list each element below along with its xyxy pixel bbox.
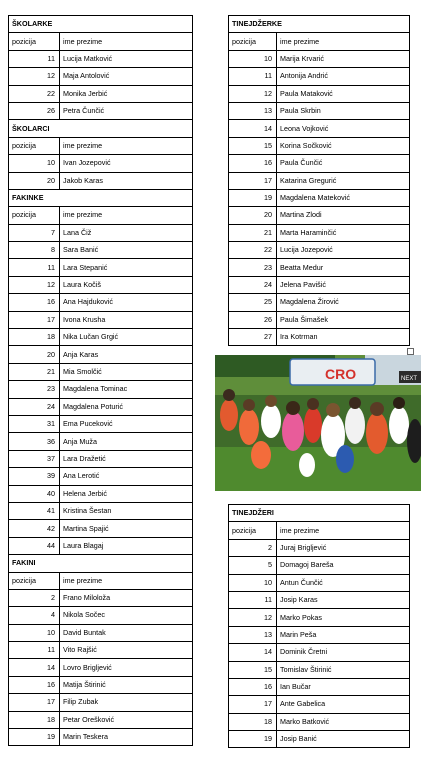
name-cell: Lucija Matković [60, 50, 193, 67]
table-row [9, 259, 193, 276]
position-cell: 11 [229, 591, 277, 608]
name-cell: Ira Kotrman [277, 329, 410, 346]
name-cell: Magdalena Tominac [60, 381, 193, 398]
name-cell: Magdalena Poturić [60, 398, 193, 415]
table-row [9, 485, 193, 502]
table-row [229, 172, 410, 189]
name-cell: Frano Miloloža [60, 589, 193, 606]
position-cell: 13 [229, 626, 277, 643]
section-title-row [229, 505, 410, 522]
section-title-row [9, 120, 193, 137]
name-cell: Nikola Sočec [60, 607, 193, 624]
name-cell: Paula Mataković [277, 85, 410, 102]
position-cell: 8 [9, 242, 60, 259]
name-cell: Ivan Jozepović [60, 155, 193, 172]
table-row [9, 642, 193, 659]
name-cell: Katarina Gregurić [277, 172, 410, 189]
position-cell: 40 [9, 485, 60, 502]
name-cell: Beatta Medur [277, 259, 410, 276]
position-cell: 20 [9, 172, 60, 189]
name-cell: Magdalena Mateković [277, 189, 410, 206]
name-cell: Marko Batković [277, 713, 410, 730]
table-row [229, 574, 410, 591]
column-header-row [9, 137, 193, 154]
column-header-ime-prezime: ime prezime [277, 522, 410, 539]
table-row [9, 676, 193, 693]
race-start-photo-icon [215, 355, 421, 491]
name-cell: Ian Bučar [277, 678, 410, 695]
table-row [229, 189, 410, 206]
table-row [229, 259, 410, 276]
name-cell: Antun Čunčić [277, 574, 410, 591]
table-row [9, 224, 193, 241]
column-header-ime-prezime: ime prezime [60, 572, 193, 589]
section-title-row [9, 16, 193, 33]
position-cell: 20 [229, 207, 277, 224]
table-row [229, 137, 410, 154]
position-cell: 15 [229, 137, 277, 154]
table-row [9, 433, 193, 450]
table-row [9, 381, 193, 398]
position-cell: 31 [9, 415, 60, 432]
position-cell: 21 [9, 363, 60, 380]
name-cell: Antonija Andrić [277, 68, 410, 85]
name-cell: David Buntak [60, 624, 193, 641]
position-cell: 13 [229, 102, 277, 119]
section-title-row [9, 555, 193, 572]
position-cell: 16 [229, 155, 277, 172]
table-row [9, 520, 193, 537]
position-cell: 22 [229, 242, 277, 259]
column-header-pozicija: pozicija [9, 137, 60, 154]
name-cell: Ana Hajduković [60, 294, 193, 311]
column-header-pozicija: pozicija [229, 522, 277, 539]
position-cell: 4 [9, 607, 60, 624]
name-cell: Juraj Brigljević [277, 539, 410, 556]
column-header-ime-prezime: ime prezime [277, 33, 410, 50]
name-cell: Paula Skrbin [277, 102, 410, 119]
position-cell: 23 [9, 381, 60, 398]
column-header-pozicija: pozicija [9, 33, 60, 50]
column-header-ime-prezime: ime prezime [60, 33, 193, 50]
name-cell: Lara Dražetić [60, 450, 193, 467]
table-row [9, 102, 193, 119]
banner-text: CRO [325, 366, 357, 382]
position-cell: 26 [9, 102, 60, 119]
table-row [229, 294, 410, 311]
position-cell: 10 [9, 624, 60, 641]
table-row [9, 346, 193, 363]
position-cell: 36 [9, 433, 60, 450]
position-cell: 14 [9, 659, 60, 676]
table-row [9, 450, 193, 467]
name-cell: Paula Čunčić [277, 155, 410, 172]
name-cell: Tomislav Štirinić [277, 661, 410, 678]
table-row [229, 626, 410, 643]
position-cell: 16 [9, 676, 60, 693]
position-cell: 20 [9, 346, 60, 363]
position-cell: 21 [229, 224, 277, 241]
position-cell: 41 [9, 502, 60, 519]
name-cell: Paula Šimašek [277, 311, 410, 328]
section-title: ŠKOLARCI [9, 120, 193, 137]
name-cell: Ante Gabelica [277, 696, 410, 713]
position-cell: 16 [9, 294, 60, 311]
name-cell: Petra Čunčić [60, 102, 193, 119]
table-row [9, 659, 193, 676]
position-cell: 24 [229, 276, 277, 293]
section-title: FAKINI [9, 555, 193, 572]
position-cell: 11 [229, 68, 277, 85]
name-cell: Marin Teskera [60, 729, 193, 746]
position-cell: 42 [9, 520, 60, 537]
position-cell: 19 [229, 189, 277, 206]
table-row [9, 537, 193, 554]
section-title: ŠKOLARKE [9, 16, 193, 33]
position-cell: 2 [9, 589, 60, 606]
position-cell: 10 [229, 50, 277, 67]
position-cell: 44 [9, 537, 60, 554]
table-row [229, 311, 410, 328]
name-cell: Marin Peša [277, 626, 410, 643]
position-cell: 12 [9, 68, 60, 85]
table-row [9, 172, 193, 189]
name-cell: Nika Lučan Grgić [60, 329, 193, 346]
position-cell: 18 [9, 711, 60, 728]
name-cell: Magdalena Žirović [277, 294, 410, 311]
position-cell: 14 [229, 644, 277, 661]
table-row [9, 294, 193, 311]
tinejdzeri-table [228, 504, 410, 748]
position-cell: 22 [9, 85, 60, 102]
name-cell: Monika Jerbić [60, 85, 193, 102]
table-row [229, 68, 410, 85]
name-cell: Mia Smolčić [60, 363, 193, 380]
table-row [229, 329, 410, 346]
sign-text: NEXT [401, 376, 418, 382]
position-cell: 12 [9, 276, 60, 293]
name-cell: Anja Karas [60, 346, 193, 363]
position-cell: 2 [229, 539, 277, 556]
table-row [229, 731, 410, 748]
table-row [9, 468, 193, 485]
name-cell: Laura Kočiš [60, 276, 193, 293]
name-cell: Domagoj Bareša [277, 557, 410, 574]
position-cell: 5 [229, 557, 277, 574]
table-row [229, 539, 410, 556]
table-row [9, 502, 193, 519]
position-cell: 19 [229, 731, 277, 748]
column-header-pozicija: pozicija [9, 207, 60, 224]
position-cell: 10 [9, 155, 60, 172]
table-row [229, 591, 410, 608]
position-cell: 18 [9, 329, 60, 346]
image-resize-handle[interactable] [407, 348, 414, 355]
name-cell: Korina Sočković [277, 137, 410, 154]
table-row [229, 661, 410, 678]
position-cell: 12 [229, 85, 277, 102]
position-cell: 17 [229, 696, 277, 713]
table-row [9, 50, 193, 67]
table-row [9, 276, 193, 293]
name-cell: Lana Čiž [60, 224, 193, 241]
position-cell: 17 [9, 694, 60, 711]
name-cell: Lucija Jozepović [277, 242, 410, 259]
position-cell: 23 [229, 259, 277, 276]
table-row [9, 155, 193, 172]
table-row [229, 102, 410, 119]
table-row [229, 207, 410, 224]
name-cell: Leona Vojković [277, 120, 410, 137]
column-header-row [229, 522, 410, 539]
table-row [9, 242, 193, 259]
table-row [9, 711, 193, 728]
name-cell: Josip Karas [277, 591, 410, 608]
column-header-ime-prezime: ime prezime [60, 207, 193, 224]
table-row [9, 589, 193, 606]
table-row [229, 713, 410, 730]
table-row [229, 644, 410, 661]
table-row [9, 607, 193, 624]
column-header-row [9, 572, 193, 589]
position-cell: 39 [9, 468, 60, 485]
position-cell: 25 [229, 294, 277, 311]
table-row [9, 311, 193, 328]
table-row [9, 415, 193, 432]
column-header-pozicija: pozicija [9, 572, 60, 589]
section-title-row [229, 16, 410, 33]
name-cell: Laura Blagaj [60, 537, 193, 554]
table-row [9, 85, 193, 102]
table-row [229, 85, 410, 102]
name-cell: Petar Orešković [60, 711, 193, 728]
column-header-pozicija: pozicija [229, 33, 277, 50]
name-cell: Josip Banić [277, 731, 410, 748]
table-row [9, 694, 193, 711]
position-cell: 17 [229, 172, 277, 189]
table-row [9, 68, 193, 85]
name-cell: Jelena Pavišić [277, 276, 410, 293]
column-header-row [229, 33, 410, 50]
name-cell: Vito Rajšić [60, 642, 193, 659]
position-cell: 15 [229, 661, 277, 678]
table-row [9, 363, 193, 380]
position-cell: 11 [9, 642, 60, 659]
name-cell: Marta Haraminčić [277, 224, 410, 241]
name-cell: Helena Jerbić [60, 485, 193, 502]
position-cell: 27 [229, 329, 277, 346]
position-cell: 37 [9, 450, 60, 467]
section-title: TINEJDŽERKE [229, 16, 410, 33]
position-cell: 12 [229, 609, 277, 626]
position-cell: 17 [9, 311, 60, 328]
table-row [9, 729, 193, 746]
position-cell: 24 [9, 398, 60, 415]
name-cell: Martina Zlodi [277, 207, 410, 224]
table-row [229, 609, 410, 626]
name-cell: Sara Banić [60, 242, 193, 259]
section-title: TINEJDŽERI [229, 505, 410, 522]
table-row [229, 155, 410, 172]
name-cell: Ema Puceković [60, 415, 193, 432]
table-row [229, 242, 410, 259]
section-title: FAKINKE [9, 189, 193, 206]
column-header-ime-prezime: ime prezime [60, 137, 193, 154]
position-cell: 11 [9, 259, 60, 276]
table-row [229, 696, 410, 713]
tinejdzerke-table [228, 15, 410, 346]
table-row [9, 329, 193, 346]
table-row [229, 276, 410, 293]
name-cell: Ana Lerotić [60, 468, 193, 485]
position-cell: 7 [9, 224, 60, 241]
column-header-row [9, 207, 193, 224]
name-cell: Lara Stepanić [60, 259, 193, 276]
position-cell: 19 [9, 729, 60, 746]
name-cell: Lovro Brigljević [60, 659, 193, 676]
name-cell: Kristina Šestan [60, 502, 193, 519]
table-row [229, 224, 410, 241]
name-cell: Ivona Krusha [60, 311, 193, 328]
position-cell: 11 [9, 50, 60, 67]
position-cell: 10 [229, 574, 277, 591]
table-row [229, 678, 410, 695]
name-cell: Maja Antolović [60, 68, 193, 85]
name-cell: Marko Pokas [277, 609, 410, 626]
name-cell: Martina Spajić [60, 520, 193, 537]
name-cell: Dominik Čretni [277, 644, 410, 661]
position-cell: 14 [229, 120, 277, 137]
table-row [229, 50, 410, 67]
position-cell: 26 [229, 311, 277, 328]
table-row [9, 624, 193, 641]
name-cell: Anja Muža [60, 433, 193, 450]
race-photo [215, 355, 421, 491]
position-cell: 18 [229, 713, 277, 730]
name-cell: Jakob Karas [60, 172, 193, 189]
column-header-row [9, 33, 193, 50]
name-cell: Marija Krvarić [277, 50, 410, 67]
section-title-row [9, 189, 193, 206]
table-row [229, 120, 410, 137]
name-cell: Matija Štirinić [60, 676, 193, 693]
name-cell: Filip Zubak [60, 694, 193, 711]
position-cell: 16 [229, 678, 277, 695]
table-row [229, 557, 410, 574]
left-results-table [8, 15, 193, 746]
table-row [9, 398, 193, 415]
